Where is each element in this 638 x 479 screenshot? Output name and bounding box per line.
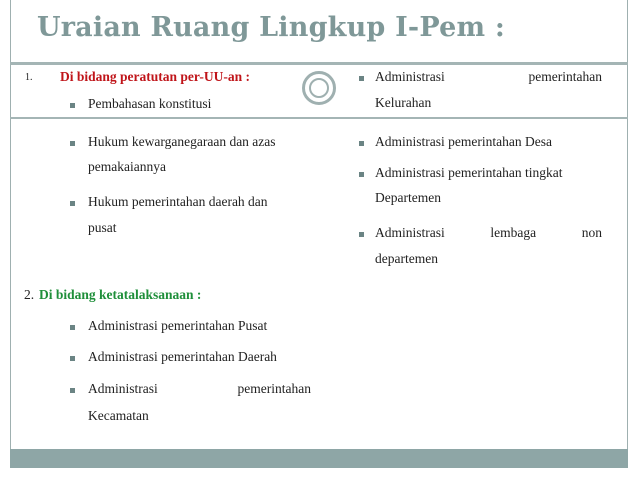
title-divider bbox=[10, 62, 628, 65]
list-item: Administrasi pemerintahan Pusat bbox=[88, 318, 268, 333]
word: Administrasi bbox=[375, 69, 445, 84]
bullet-icon bbox=[70, 201, 75, 206]
word: lembaga bbox=[490, 225, 537, 240]
bullet-icon bbox=[70, 388, 75, 393]
list-item: Pembahasan konstitusi bbox=[88, 96, 212, 111]
decorative-circle-icon bbox=[302, 71, 336, 105]
section2-number: 2. bbox=[24, 287, 35, 302]
bullet-icon bbox=[70, 141, 75, 146]
list-item: Hukum pemerintahan daerah dan bbox=[88, 194, 268, 209]
section2-heading: Di bidang ketatalaksanaan : bbox=[39, 287, 202, 302]
word: pemerintahan bbox=[528, 69, 602, 84]
bullet-icon bbox=[70, 325, 75, 330]
bullet-icon bbox=[359, 76, 364, 81]
word: non bbox=[581, 225, 602, 240]
bullet-icon bbox=[70, 103, 75, 108]
bullet-icon bbox=[359, 172, 364, 177]
bullet-icon bbox=[70, 356, 75, 361]
word: pemerintahan bbox=[237, 381, 311, 396]
list-item-justified bbox=[375, 69, 602, 85]
list-item: Administrasi pemerintahan Daerah bbox=[88, 349, 277, 364]
list-item-continuation: Kelurahan bbox=[375, 95, 432, 110]
list-item-justified bbox=[88, 381, 311, 397]
inner-circle bbox=[309, 78, 329, 98]
list-item: Administrasi pemerintahan tingkat bbox=[375, 165, 563, 180]
footer-band bbox=[10, 449, 628, 468]
list-item-continuation: Departemen bbox=[375, 190, 441, 205]
list-item: Hukum kewarganegaraan dan azas bbox=[88, 134, 276, 149]
list-item: Administrasi pemerintahan Desa bbox=[375, 134, 552, 149]
slide-title: Uraian Ruang Lingkup I-Pem : bbox=[37, 12, 506, 43]
list-item-continuation: pusat bbox=[88, 220, 117, 235]
bullet-icon bbox=[359, 232, 364, 237]
bullet-icon bbox=[359, 141, 364, 146]
list-item-continuation: departemen bbox=[375, 251, 438, 266]
list-item-continuation: pemakaiannya bbox=[88, 159, 166, 174]
content-divider bbox=[10, 117, 628, 119]
list-item-justified bbox=[375, 225, 602, 241]
word: Administrasi bbox=[88, 381, 158, 396]
word: Administrasi bbox=[375, 225, 445, 240]
list-item-continuation: Kecamatan bbox=[88, 408, 149, 423]
section1-number: 1. bbox=[25, 72, 33, 83]
section1-heading: Di bidang peratutan per-UU-an : bbox=[60, 69, 251, 84]
